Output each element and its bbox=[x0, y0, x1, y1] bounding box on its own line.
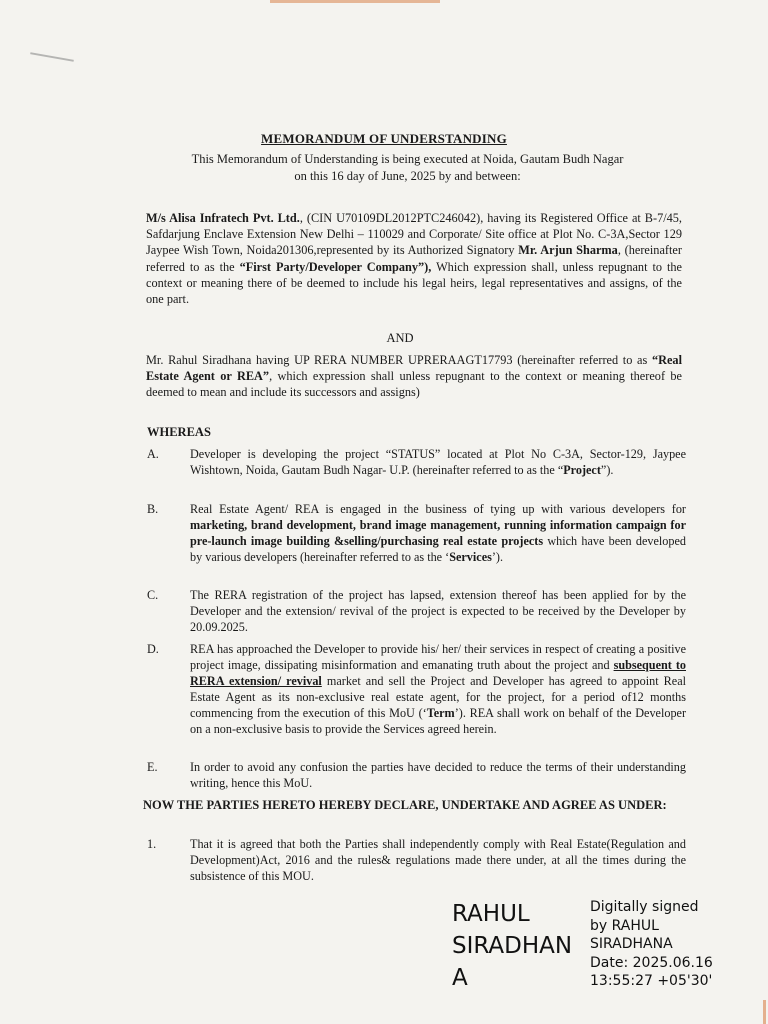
clause-label: 1. bbox=[147, 837, 157, 851]
recital-text-part: market and sell the Project and Developer has agreed to appoint Real Estate Agent as its non-exclusive real estate agent, for the project, for a period of12 months commencing from the execution of this MoU (‘ bbox=[190, 674, 686, 720]
party1-text: , (CIN U70109DL2012PTC246042), having its Registered Office at B-7/45, Safdarjung Enclave Extension New Delhi – 110029 and Corporate/ Site office at Plot No. C-3A,Sector 129 Jaypee Wish Town, Noida201306,represented by its Authorized Signatory bbox=[146, 211, 683, 258]
clause-text: That it is agreed that both the Parties shall independently comply with Real Estate(Regulation and Development)Act, 2016 and the rules& regulations made there under, at all the times during the subsistence of this MOU. bbox=[190, 837, 686, 883]
recital-text-part: ’). bbox=[491, 550, 504, 564]
recital-text-part: REA has approached the Developer to provide his/ her/ their services in respect of creating a positive project image, dissipating misinformation and emanating truth about the project and bbox=[190, 642, 686, 672]
party2-text: Mr. Rahul Siradhana having UP RERA NUMBER UPRERAAGT17793 (hereinafter referred to as bbox=[146, 353, 652, 367]
scan-mark bbox=[30, 52, 74, 62]
signature-name-line: A bbox=[452, 965, 468, 991]
and-separator: AND bbox=[386, 331, 414, 345]
party1-text: Which expression shall, unless repugnant to the context or meaning there of be deemed to include his legal heirs, legal representatives and assigns, of the one part. bbox=[146, 259, 683, 307]
recital-underlined: subsequent to RERA extension/ revival bbox=[190, 658, 686, 688]
page-edge-mark bbox=[763, 1000, 766, 1024]
signature-info-line: SIRADHANA bbox=[590, 936, 673, 952]
second-party-paragraph bbox=[146, 352, 682, 401]
party2-text: , which expression shall unless repugnant to the context or meaning thereof be deemed to mean and include its successors and assigns) bbox=[146, 369, 682, 400]
recital-bold: Project bbox=[563, 463, 601, 477]
signature-info-line: by RAHUL bbox=[590, 917, 659, 934]
party1-text: , (hereinafter referred to as the bbox=[146, 243, 682, 274]
first-party-paragraph bbox=[146, 210, 682, 307]
party1-defined-term: “First Party/Developer Company”), bbox=[239, 259, 432, 274]
recital-label: B. bbox=[147, 502, 159, 516]
recital-text-part: Developer is developing the project “STATUS” located at Plot No C-3A, Sector-129, Jaypee Wishtown, Noida, Gautam Budh Nagar- U.P. (hereinafter referred to as the “ bbox=[190, 447, 686, 477]
signature-name-line: SIRADHAN bbox=[452, 933, 573, 959]
recital-text: In order to avoid any confusion the parties have decided to reduce the terms of their understanding writing, hence this MoU. bbox=[190, 760, 686, 790]
recital-label: E. bbox=[147, 760, 158, 774]
party1-name: M/s Alisa Infratech Pvt. Ltd. bbox=[146, 211, 300, 225]
recital-bold: Services bbox=[449, 550, 492, 564]
intro-paragraph bbox=[140, 151, 675, 185]
recital-text-part: Real Estate Agent/ REA is engaged in the business of tying up with various developers for bbox=[190, 502, 686, 516]
recital-text-part: ’). REA shall work on behalf of the Developer on a non-exclusive basis to provide the Services agreed herein. bbox=[190, 706, 687, 736]
document-title: MEMORANDUM OF UNDERSTANDING bbox=[261, 131, 507, 146]
party2-defined-term: “Real Estate Agent or REA” bbox=[146, 353, 682, 384]
signature-time: 13:55:27 +05'30' bbox=[590, 973, 713, 989]
whereas-heading: WHEREAS bbox=[147, 425, 211, 439]
recital-text: The RERA registration of the project has lapsed, extension thereof has been applied for by the Developer and the extension/ revival of the project is expected to be received by the Developer by 20.09.2025. bbox=[190, 588, 686, 634]
recital-text bbox=[190, 501, 686, 565]
intro-line: This Memorandum of Understanding is being executed at Noida, Gautam Budh Nagar bbox=[191, 152, 624, 166]
recital-bold: marketing, brand development, brand image management, running information campaign for pre-launch image building &selling/purchasing real estate projects bbox=[190, 518, 686, 548]
intro-line: on this 16 day of June, 2025 by and between: bbox=[294, 169, 521, 183]
digital-signature-name bbox=[452, 898, 572, 994]
recital-label: D. bbox=[147, 642, 159, 656]
recital-text bbox=[190, 641, 686, 737]
digital-signature-details bbox=[590, 898, 713, 991]
page-edge-mark bbox=[270, 0, 440, 3]
recital-label: A. bbox=[147, 447, 159, 461]
recital-text-part: ”). bbox=[600, 463, 614, 477]
recital-text bbox=[190, 446, 686, 478]
recital-label: C. bbox=[147, 588, 159, 602]
party1-signatory: Mr. Arjun Sharma bbox=[518, 243, 618, 258]
recital-text-part: which have been developed by various developers (hereinafter referred to as the ‘ bbox=[190, 534, 686, 564]
signature-date: Date: 2025.06.16 bbox=[590, 954, 713, 971]
declaration-heading: NOW THE PARTIES HERETO HEREBY DECLARE, UNDERTAKE AND AGREE AS UNDER: bbox=[143, 798, 667, 812]
recital-bold: Term bbox=[426, 706, 455, 720]
signature-name-line: RAHUL bbox=[452, 901, 530, 927]
signature-info-line: Digitally signed bbox=[590, 899, 699, 915]
